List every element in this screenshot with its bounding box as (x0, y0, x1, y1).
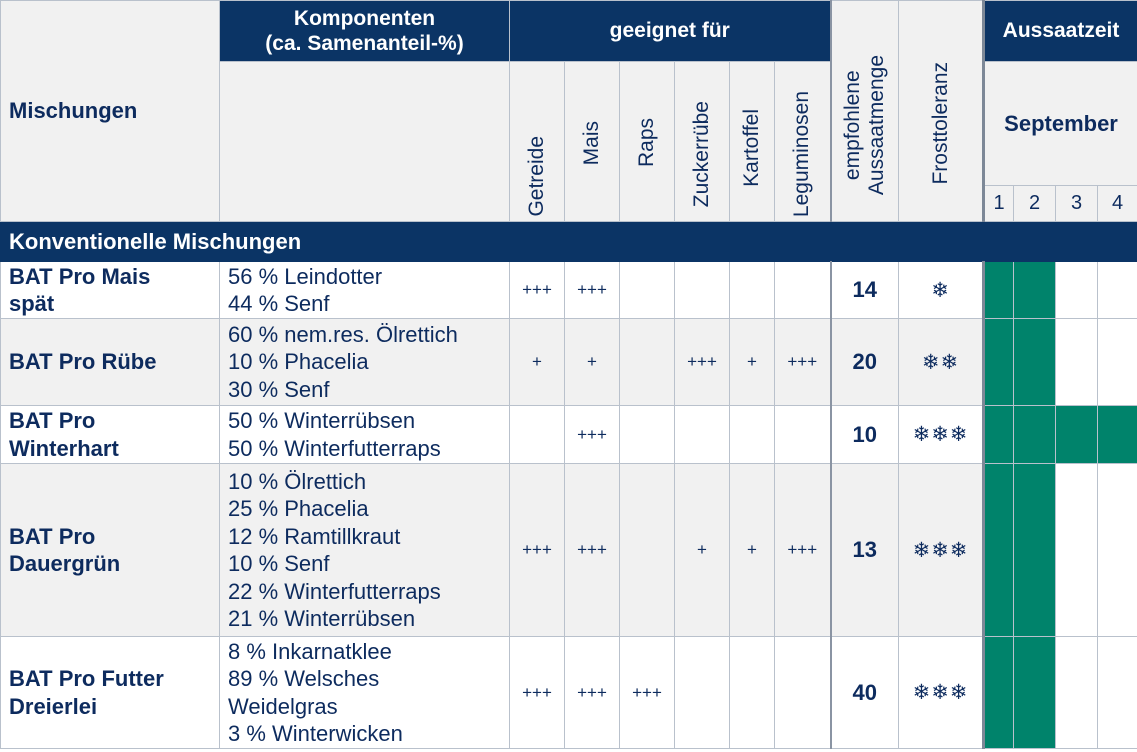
sowing-week-cell (1014, 262, 1056, 319)
component-line: 3 % Winterwicken (228, 721, 403, 746)
component-line: 10 % Senf (228, 551, 330, 576)
frost-tolerance-icons: ❄❄❄ (899, 637, 984, 749)
suitability-zuckerruebe (675, 637, 730, 749)
mix-name-line: BAT Pro Rübe (9, 349, 157, 375)
sowing-week-cell (1056, 262, 1098, 319)
suitability-zuckerruebe: +++ (675, 319, 730, 406)
suitability-raps (620, 262, 675, 319)
suitability-leguminosen (775, 406, 831, 464)
header-crop-raps (620, 62, 675, 222)
seeding-amount: 20 (831, 319, 899, 406)
frost-tolerance-icons: ❄❄❄ (899, 406, 984, 464)
mix-name (1, 464, 220, 637)
header-crop-leguminosen (775, 62, 831, 222)
component-line: 44 % Senf (228, 291, 330, 316)
component-line: 12 % Ramtillkraut (228, 523, 401, 549)
mix-name-line: Winterhart (9, 435, 119, 461)
crop-label: Zuckerrübe (690, 100, 713, 207)
sowing-week-cell (1056, 319, 1098, 406)
crop-label: Getreide (525, 136, 548, 217)
header-crop-zuckerruebe (675, 62, 730, 222)
sowing-week-cell (984, 406, 1014, 464)
sowing-week-cell (1056, 406, 1098, 464)
header-aussaatmenge-line1: empfohlene (840, 70, 864, 180)
sowing-week-cell (984, 262, 1014, 319)
suitability-leguminosen: +++ (775, 464, 831, 637)
sowing-week-cell (1014, 464, 1056, 637)
mix-name (1, 637, 220, 749)
sowing-week-cell (1014, 406, 1056, 464)
header-komponenten (220, 1, 510, 62)
sowing-week-cell (1098, 637, 1137, 749)
suitability-mais: +++ (565, 637, 620, 749)
suitability-kartoffel: + (730, 319, 775, 406)
seeding-amount: 10 (831, 406, 899, 464)
mix-name-line: BAT Pro Mais (9, 263, 151, 289)
suitability-getreide: +++ (510, 637, 565, 749)
mix-name (1, 262, 220, 319)
suitability-raps (620, 464, 675, 637)
component-line: 60 % nem.res. Ölrettich (228, 321, 458, 347)
suitability-raps: +++ (620, 637, 675, 749)
mix-components (220, 319, 510, 406)
table-row (1, 637, 1137, 749)
crop-label: Leguminosen (790, 90, 814, 217)
component-line: 10 % Ölrettich (228, 468, 367, 494)
sowing-week-cell (1056, 464, 1098, 637)
component-line: 89 % Welsches (228, 666, 380, 691)
sowing-week-cell (1014, 637, 1056, 749)
frost-tolerance-icons: ❄❄❄ (899, 464, 984, 637)
mix-name-line: BAT Pro (9, 408, 96, 433)
header-crop-kartoffel (730, 62, 775, 222)
mix-name-line: Dauergrün (9, 551, 121, 576)
header-frosttoleranz-label: Frosttoleranz (928, 62, 952, 185)
section-title: Konventionelle Mischungen (1, 222, 1137, 262)
seeding-amount: 13 (831, 464, 899, 637)
suitability-leguminosen: +++ (775, 319, 831, 406)
suitability-getreide (510, 406, 565, 464)
suitability-zuckerruebe (675, 406, 730, 464)
sowing-week-cell (984, 464, 1014, 637)
suitability-mais: + (565, 319, 620, 406)
suitability-mais: +++ (565, 464, 620, 637)
component-line: 56 % Leindotter (228, 263, 383, 289)
mix-name-line: Dreierlei (9, 693, 98, 719)
suitability-getreide: + (510, 319, 565, 406)
component-line: 50 % Winterfutterraps (228, 435, 441, 461)
sowing-week-cell (1056, 637, 1098, 749)
table-row (1, 262, 1137, 319)
sowing-week-cell (1098, 406, 1137, 464)
mix-name-line: spät (9, 291, 55, 316)
suitability-raps (620, 406, 675, 464)
crop-label: Kartoffel (740, 109, 763, 187)
header-aussaatmenge (831, 1, 899, 222)
header-geeignet-fuer: geeignet für (510, 1, 831, 62)
header-aussaatmenge-line2: Aussaatmenge (864, 54, 888, 195)
header-frosttoleranz (899, 1, 984, 222)
header-komponenten-line2: (ca. Samenanteil-%) (265, 32, 464, 55)
header-month: September (984, 62, 1137, 186)
suitability-mais: +++ (565, 262, 620, 319)
sowing-week-cell (984, 637, 1014, 749)
header-komponenten-blank (220, 62, 510, 222)
suitability-getreide: +++ (510, 262, 565, 319)
suitability-leguminosen (775, 637, 831, 749)
header-aussaatzeit: Aussaatzeit (984, 1, 1137, 62)
suitability-kartoffel (730, 262, 775, 319)
component-line: 22 % Winterfutterraps (228, 578, 441, 604)
frost-tolerance-icons: ❄ (899, 262, 984, 319)
sowing-week-cell (1098, 464, 1137, 637)
header-komponenten-line1: Komponenten (293, 6, 436, 30)
suitability-zuckerruebe: + (675, 464, 730, 637)
component-line: 10 % Phacelia (228, 349, 369, 375)
component-line: 50 % Winterrübsen (228, 408, 416, 433)
mix-name (1, 319, 220, 406)
crop-label: Raps (635, 117, 658, 167)
header-crop-getreide (510, 62, 565, 222)
component-line: Weidelgras (228, 693, 338, 719)
sowing-week-cell (1014, 319, 1056, 406)
suitability-kartoffel (730, 406, 775, 464)
sowing-week-cell (1098, 319, 1137, 406)
mix-components (220, 637, 510, 749)
suitability-leguminosen (775, 262, 831, 319)
component-line: 30 % Senf (228, 376, 330, 402)
suitability-kartoffel (730, 637, 775, 749)
sowing-week-cell (1098, 262, 1137, 319)
mix-name-line: BAT Pro Futter (9, 666, 164, 691)
component-line: 21 % Winterrübsen (228, 606, 416, 631)
header-week-2: 2 (1014, 186, 1056, 222)
mix-components (220, 262, 510, 319)
frost-tolerance-icons: ❄❄ (899, 319, 984, 406)
header-week-1: 1 (984, 186, 1014, 222)
header-mischungen: Mischungen (1, 1, 220, 222)
suitability-zuckerruebe (675, 262, 730, 319)
header-crop-mais (565, 62, 620, 222)
mix-components (220, 464, 510, 637)
header-week-4: 4 (1098, 186, 1137, 222)
table-row (1, 319, 1137, 406)
component-line: 25 % Phacelia (228, 496, 369, 521)
suitability-getreide: +++ (510, 464, 565, 637)
component-line: 8 % Inkarnatklee (228, 638, 392, 664)
table-row (1, 464, 1137, 637)
table-row (1, 406, 1137, 464)
suitability-raps (620, 319, 675, 406)
mix-components (220, 406, 510, 464)
suitability-kartoffel: + (730, 464, 775, 637)
mix-name-line: BAT Pro (9, 523, 96, 549)
mix-name (1, 406, 220, 464)
sowing-week-cell (984, 319, 1014, 406)
seeding-amount: 14 (831, 262, 899, 319)
crop-label: Mais (580, 120, 603, 165)
header-week-3: 3 (1056, 186, 1098, 222)
suitability-mais: +++ (565, 406, 620, 464)
seeding-amount: 40 (831, 637, 899, 749)
